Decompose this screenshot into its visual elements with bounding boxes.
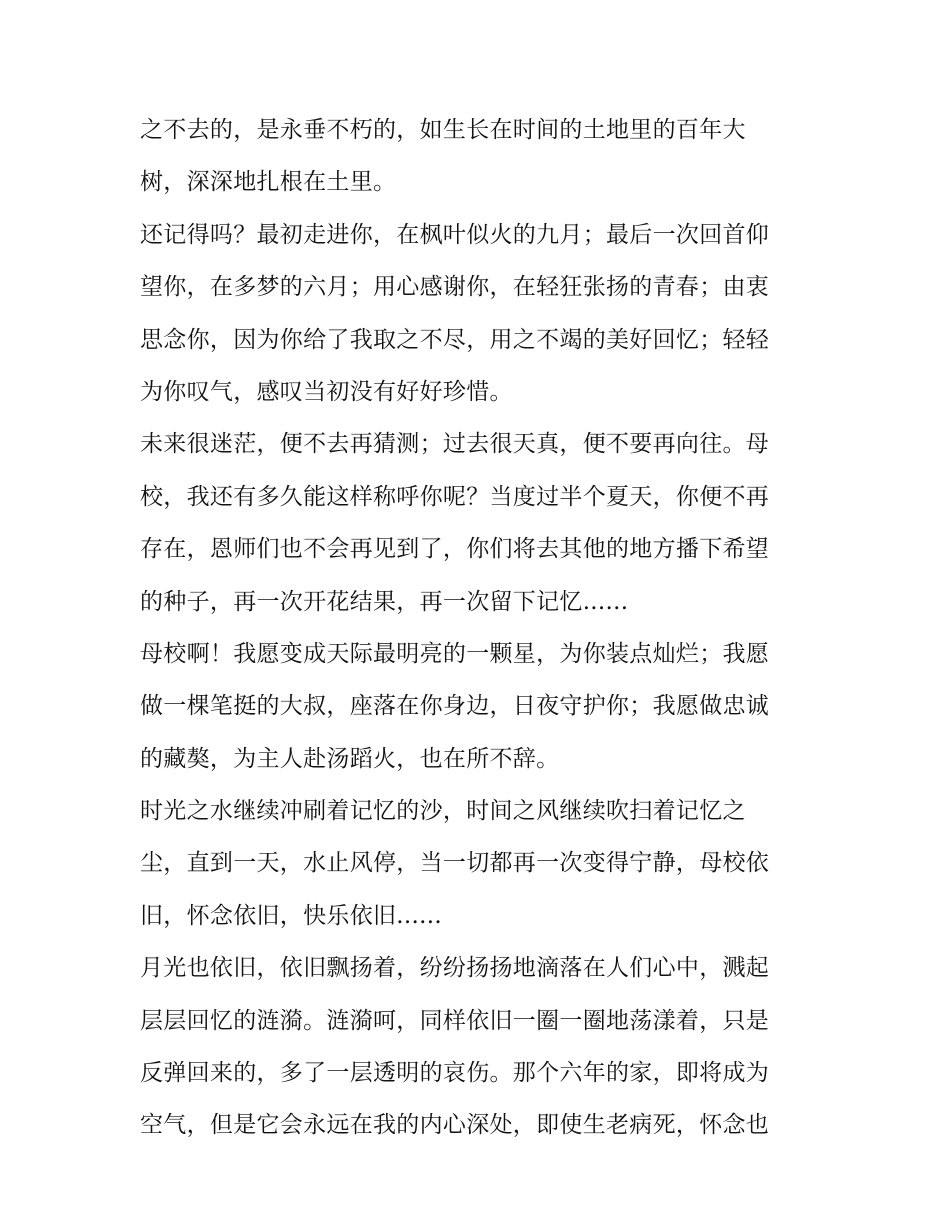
text-line: 思念你，因为你给了我取之不尽，用之不竭的美好回忆；轻轻 (140, 326, 770, 353)
text-line: 时光之水继续冲刷着记忆的沙，时间之风继续吹扫着记忆之 (140, 798, 746, 825)
text-line: 校，我还有多久能这样称呼你呢？当度过半个夏天，你便不再 (140, 483, 770, 510)
text-line: 的种子，再一次开花结果，再一次留下记忆...... (140, 588, 629, 615)
text-line: 空气，但是它会永远在我的内心深处，即使生老病死，怀念也 (140, 1112, 770, 1139)
text-line: 为你叹气，感叹当初没有好好珍惜。 (140, 378, 513, 405)
text-line: 尘，直到一天，水止风停，当一切都再一次变得宁静，母校依 (140, 850, 770, 877)
text-line: 层层回忆的涟漪。涟漪呵，同样依旧一圈一圈地荡漾着，只是 (140, 1007, 770, 1034)
text-line: 母校啊！我愿变成天际最明亮的一颗星，为你装点灿烂；我愿 (140, 640, 770, 667)
text-line: 的藏獒，为主人赴汤蹈火，也在所不辞。 (140, 745, 560, 772)
text-line: 旧，怀念依旧，快乐依旧...... (140, 902, 442, 929)
text-line: 还记得吗？最初走进你，在枫叶似火的九月；最后一次回首仰 (140, 221, 770, 248)
text-line: 反弹回来的，多了一层透明的哀伤。那个六年的家，即将成为 (140, 1060, 770, 1087)
text-line: 望你，在多梦的六月；用心感谢你，在轻狂张扬的青春；由衷 (140, 274, 770, 301)
text-line: 做一棵笔挺的大叔，座落在你身边，日夜守护你；我愿做忠诚 (140, 693, 770, 720)
essay-body (140, 104, 820, 1152)
text-line: 月光也依旧，依旧飘扬着，纷纷扬扬地滴落在人们心中，溅起 (140, 955, 770, 982)
text-line: 未来很迷茫，便不去再猜测；过去很天真，便不要再向往。母 (140, 431, 770, 458)
text-line: 之不去的，是永垂不朽的，如生长在时间的土地里的百年大 (140, 117, 746, 143)
text-line: 树，深深地扎根在土里。 (140, 169, 397, 196)
text-line: 存在，恩师们也不会再见到了，你们将去其他的地方播下希望 (140, 536, 770, 563)
